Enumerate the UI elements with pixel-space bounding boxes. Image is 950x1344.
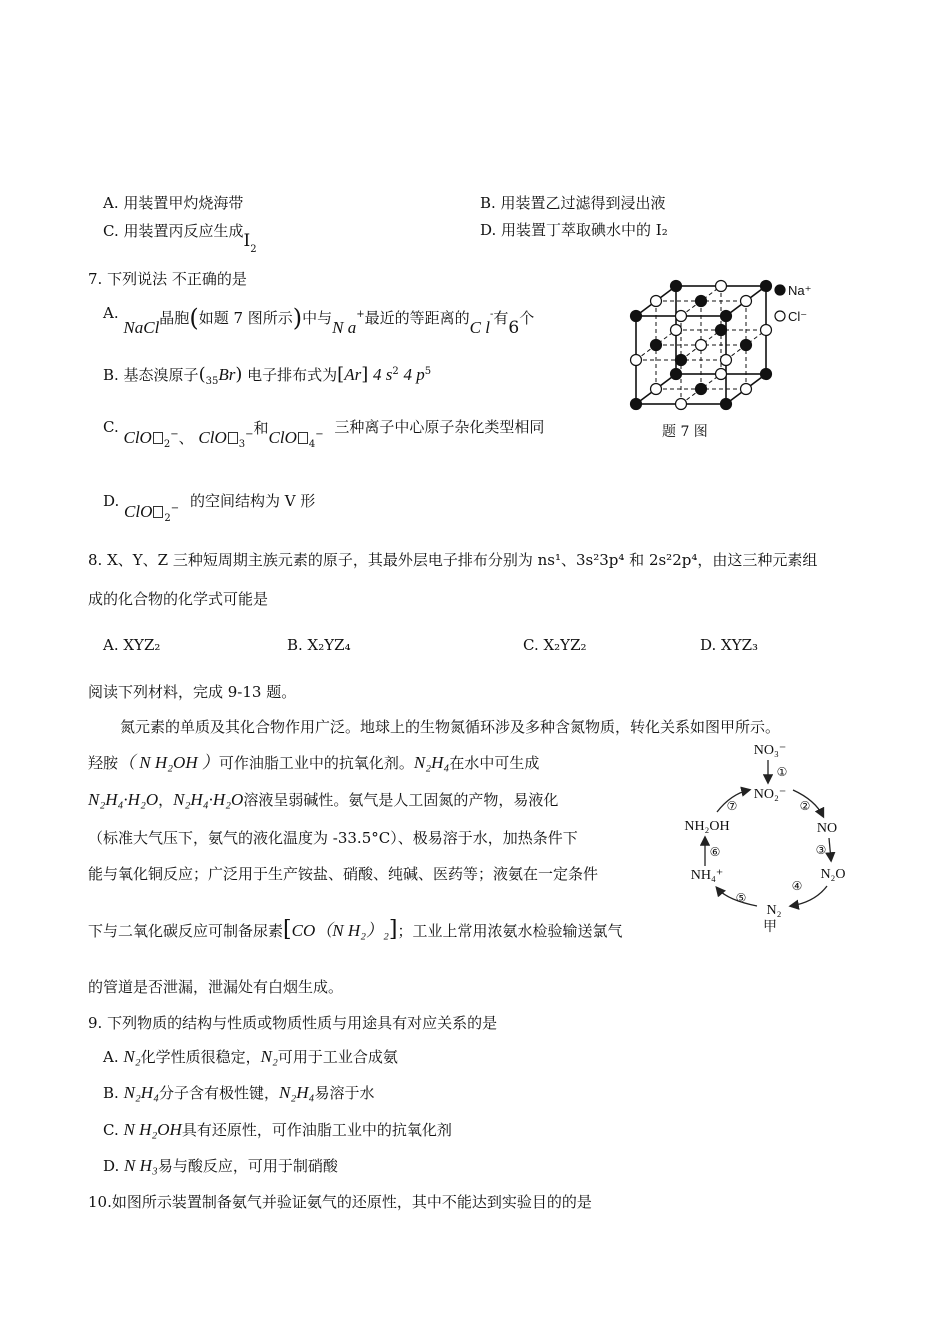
q8-stem-line1: 8. X、Y、Z 三种短周期主族元素的原子，其最外层电子排布分别为 ns¹、3s²3p⁴ 和 2s²2p⁴，由这三种元素组 bbox=[88, 551, 818, 569]
q9-c-label: C. bbox=[103, 1121, 124, 1139]
reading-l2-a: 羟胺 bbox=[88, 754, 119, 772]
cycle-step-6: ⑥ bbox=[709, 845, 721, 859]
q7-d-sub: 2 bbox=[164, 513, 171, 524]
cycle-step-7: ⑦ bbox=[726, 799, 738, 813]
q7-d-formula bbox=[124, 502, 180, 524]
q7-b-4s-sup: 2 bbox=[392, 366, 399, 377]
q9-a-label: A. bbox=[103, 1048, 124, 1066]
q7-a-t4: 最近的等距离的 bbox=[364, 309, 470, 327]
cycle-no2: NO₂⁻ bbox=[753, 787, 787, 802]
reading-l6-rbracket: ] bbox=[388, 917, 398, 942]
q9-option-a bbox=[103, 1047, 398, 1067]
reading-line5: 能与氧化铜反应；广泛用于生产铵盐、硝酸、纯碱、医药等；液氨在一定条件 bbox=[88, 865, 599, 883]
cycle-step-3: ③ bbox=[815, 843, 827, 857]
q10-stem: 10.如图所示装置制备氨气并验证氨气的还原性，其中不能达到实验目的的是 bbox=[88, 1193, 592, 1211]
q7-a-na: N a bbox=[332, 318, 357, 337]
nitrogen-cycle-diagram bbox=[665, 738, 865, 938]
q9-c-f1: N H₂OH bbox=[123, 1120, 182, 1139]
q7-c-minus-3: − bbox=[315, 429, 324, 440]
q9-d-f1: N H₃ bbox=[124, 1156, 158, 1175]
q9-b-f1: N₂H₄ bbox=[123, 1083, 159, 1102]
reading-l2-b: 可作油脂工业中的抗氧化剂。 bbox=[218, 754, 414, 772]
nacl-crystal-figure bbox=[622, 276, 842, 448]
q7-d-minus: − bbox=[170, 503, 180, 514]
q9-a-f1: N₂ bbox=[123, 1047, 141, 1066]
reading-l2-formula: （ N H₂OH ） bbox=[118, 753, 219, 772]
q8-option-c: C. X₂YZ₂ bbox=[523, 636, 587, 654]
q7-a-t6: 个 bbox=[519, 309, 535, 327]
q7-b-t1: 电子排布式为 bbox=[247, 366, 338, 384]
cycle-n2: N₂ bbox=[766, 903, 782, 918]
cycle-no: NO bbox=[816, 821, 838, 836]
reading-l3-formula1: N₂H₄·H₂O bbox=[88, 790, 159, 809]
q7-c-text: 三种离子中心原子杂化类型相同 bbox=[334, 418, 545, 436]
q7-option-c bbox=[103, 418, 544, 452]
reading-l2-formula2: N₂H₄ bbox=[413, 753, 450, 772]
q7-a-six: 6 bbox=[508, 318, 520, 338]
figure-7-caption: 题 7 图 bbox=[662, 424, 708, 440]
reading-line6 bbox=[88, 917, 623, 943]
q7-c-sub-3: 4 bbox=[308, 439, 316, 450]
q7-d-clo: ClO bbox=[124, 502, 153, 521]
q7-a-lparen: ( bbox=[189, 304, 199, 332]
q9-b-label: B. bbox=[103, 1084, 124, 1102]
cycle-nh4: NH₄⁺ bbox=[690, 868, 724, 883]
q9-a-t2: 可用于工业合成氨 bbox=[277, 1048, 398, 1066]
q7-b-br: Br bbox=[218, 365, 236, 384]
legend-cl-label: Cl⁻ bbox=[788, 309, 808, 324]
q7-c-box-3 bbox=[298, 432, 308, 444]
reading-paragraph-line1: 氮元素的单质及其化合物作用广泛。地球上的生物氮循环涉及多种含氮物质，转化关系如图甲所示。 bbox=[120, 718, 781, 736]
q9-c-t1: 具有还原性，可作油脂工业中的抗氧化剂 bbox=[181, 1121, 452, 1139]
q6-option-a: A. 用装置甲灼烧海带 bbox=[103, 194, 244, 212]
q7-c-box-1 bbox=[153, 432, 163, 444]
cycle-nh2oh: NH₂OH bbox=[684, 819, 730, 834]
q7-b-sub: 35 bbox=[205, 376, 219, 387]
q7-a-t2: 如题 7 图所示 bbox=[198, 309, 293, 327]
q7-c-and: 和 bbox=[253, 419, 269, 437]
cycle-caption: 甲 bbox=[763, 920, 777, 935]
cycle-step-1: ① bbox=[776, 765, 788, 779]
legend-na-label: Na⁺ bbox=[788, 283, 812, 298]
q7-a-t5: 有 bbox=[493, 309, 509, 327]
reading-l6-b: ；工业上常用浓氨水检验输送氯气 bbox=[397, 922, 623, 940]
q6-option-d: D. 用装置丁萃取碘水中的 I₂ bbox=[480, 221, 668, 239]
q7-b-lbracket: [ bbox=[337, 364, 345, 385]
q7-option-b bbox=[103, 364, 431, 388]
q8-stem-line2: 成的化合物的化学式可能是 bbox=[88, 590, 269, 608]
reading-line2 bbox=[88, 753, 539, 773]
cycle-no3: NO₃⁻ bbox=[753, 743, 787, 758]
q6-option-c-formula: I bbox=[243, 231, 251, 251]
q7-b-4p: 4 p bbox=[403, 365, 425, 384]
q7-b-lparen: ( bbox=[198, 364, 206, 385]
q6-option-c-text: C. 用装置丙反应生成 bbox=[103, 222, 244, 240]
q7-c-clo-3: ClO bbox=[268, 428, 297, 447]
q7-option-d bbox=[103, 492, 315, 526]
q7-c-sub-1: 2 bbox=[163, 439, 171, 450]
q9-option-b bbox=[103, 1083, 374, 1103]
cycle-step-2: ② bbox=[799, 799, 811, 813]
reading-l3-formula2: N₂H₄·H₂O bbox=[173, 790, 244, 809]
q7-d-label: D. bbox=[103, 492, 120, 510]
q7-c-sub-2: 3 bbox=[238, 439, 246, 450]
cycle-n2o: N₂O bbox=[820, 867, 846, 882]
reading-l6-lbracket: [ bbox=[283, 917, 292, 942]
q7-c-box-2 bbox=[228, 432, 238, 444]
q7-a-na-sup: + bbox=[356, 309, 365, 320]
q9-d-t1: 易与酸反应，可用于制硝酸 bbox=[157, 1157, 338, 1175]
q9-b-f2: N₂H₄ bbox=[279, 1083, 315, 1102]
q7-a-cl: C l bbox=[469, 318, 490, 337]
reading-line7: 的管道是否泄漏，泄漏处有白烟生成。 bbox=[88, 978, 344, 996]
q9-b-t1: 分子含有极性键， bbox=[159, 1084, 280, 1102]
q7-stem: 7. 下列说法 不正确的是 bbox=[88, 270, 247, 288]
q9-stem: 9. 下列物质的结构与性质或物质性质与用途具有对应关系的是 bbox=[88, 1014, 498, 1032]
q7-option-a bbox=[103, 304, 534, 340]
q9-a-f2: N₂ bbox=[260, 1047, 278, 1066]
q7-a-cl-sup: - bbox=[489, 309, 494, 320]
q6-option-b: B. 用装置乙过滤得到浸出液 bbox=[480, 194, 666, 212]
q7-b-4s: 4 s bbox=[373, 365, 393, 384]
q7-b-4p-sup: 5 bbox=[424, 366, 432, 377]
q9-b-t2: 易溶于水 bbox=[314, 1084, 375, 1102]
cycle-step-4: ④ bbox=[791, 879, 803, 893]
q7-d-box bbox=[153, 506, 163, 518]
reading-l3-sep: ， bbox=[158, 791, 174, 809]
q8-option-a: A. XYZ₂ bbox=[103, 636, 161, 654]
q7-a-t1: 晶胞 bbox=[159, 309, 190, 327]
q7-a-t3: 中与 bbox=[302, 309, 333, 327]
q9-a-t1: 化学性质很稳定， bbox=[140, 1048, 261, 1066]
q7-c-clo-2: ClO bbox=[198, 428, 227, 447]
q7-b-rparen: ) bbox=[235, 364, 243, 385]
reading-line3 bbox=[88, 790, 558, 810]
q7-c-minus-2: − bbox=[245, 429, 254, 440]
q7-c-sep: 、 bbox=[178, 429, 194, 447]
q9-option-c bbox=[103, 1120, 452, 1140]
q8-option-b: B. X₂YZ₄ bbox=[287, 636, 351, 654]
q7-c-minus-1: − bbox=[170, 429, 179, 440]
q9-d-label: D. bbox=[103, 1157, 125, 1175]
q7-b-label: B. 基态溴原子 bbox=[103, 366, 199, 384]
q9-option-d bbox=[103, 1156, 338, 1176]
reading-line4: （标准大气压下，氨气的液化温度为 -33.5°C）、极易溶于水，加热条件下 bbox=[88, 829, 578, 847]
q8-option-d: D. XYZ₃ bbox=[700, 636, 759, 654]
cycle-step-5: ⑤ bbox=[735, 891, 747, 905]
q7-a-label: A. bbox=[103, 304, 119, 322]
q7-a-rparen: ) bbox=[292, 304, 303, 332]
reading-l6-a: 下与二氧化碳反应可制备尿素 bbox=[88, 922, 284, 940]
q7-c-formulas bbox=[123, 419, 329, 450]
q6-option-c-sub: 2 bbox=[250, 244, 257, 255]
reading-l2-c: 在水中可生成 bbox=[449, 754, 540, 772]
q7-b-ar: Ar bbox=[344, 365, 362, 384]
reading-l3-b: 溶液呈弱碱性。氨气是人工固氮的产物，易液化 bbox=[243, 791, 559, 809]
q7-b-rbracket: ] bbox=[361, 364, 369, 385]
q7-a-nacl: NaCl bbox=[123, 318, 160, 337]
reading-intro: 阅读下列材料，完成 9-13 题。 bbox=[88, 683, 297, 701]
q7-d-text: 的空间结构为 V 形 bbox=[189, 492, 316, 510]
q7-c-label: C. bbox=[103, 418, 119, 436]
q6-option-c bbox=[103, 221, 257, 255]
reading-l6-formula: CO（N H₂）₂ bbox=[291, 921, 389, 940]
q7-c-clo-1: ClO bbox=[123, 428, 152, 447]
